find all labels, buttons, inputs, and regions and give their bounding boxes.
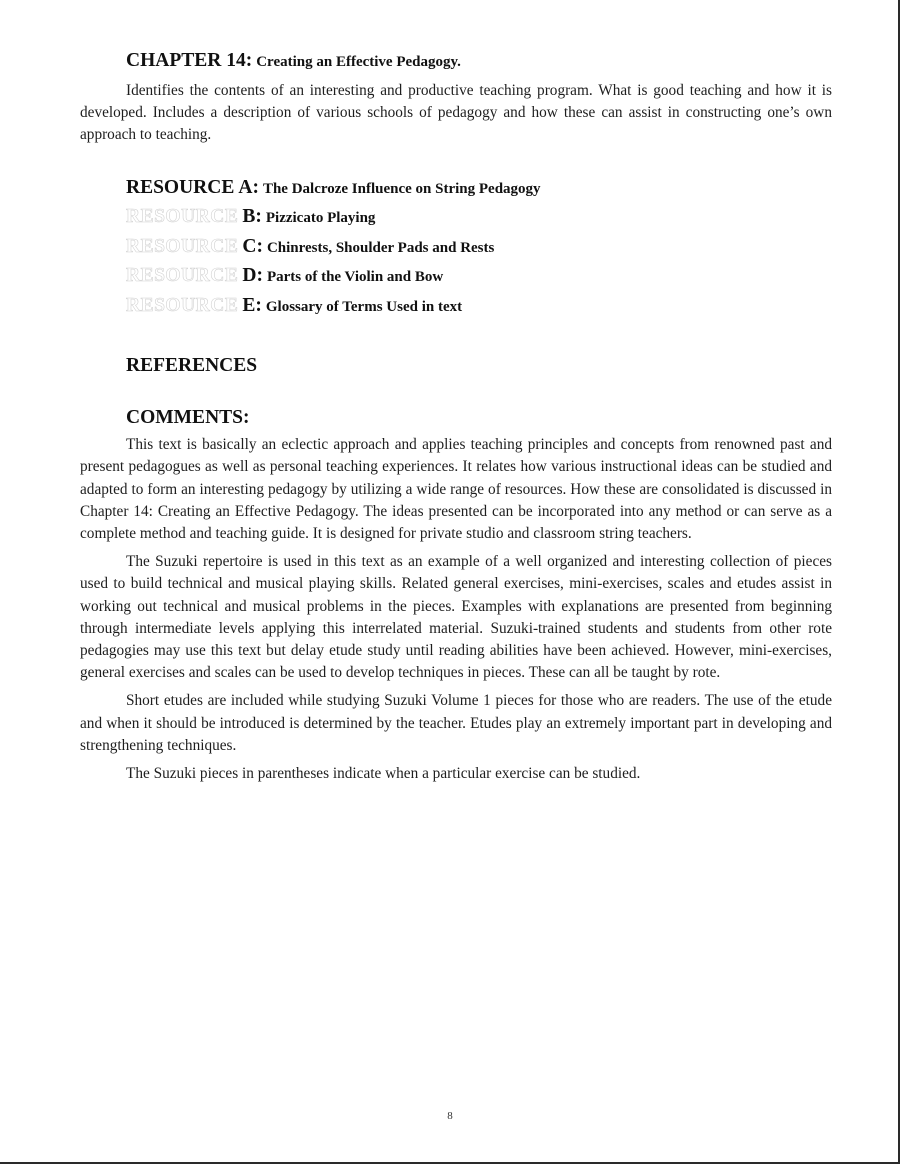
- page-content: [80, 50, 832, 785]
- resource-item-d: [126, 261, 832, 291]
- resource-word: RESOURCE: [126, 176, 235, 198]
- page-number: 8: [447, 1110, 453, 1122]
- references-heading: REFERENCES: [126, 355, 258, 377]
- resource-title: The Dalcroze Influence on String Pedagogy: [262, 180, 541, 197]
- resource-letter: D:: [242, 265, 263, 287]
- comments-body: [80, 434, 832, 785]
- comment-paragraph: The Suzuki repertoire is used in this text as an example of a well organized and interesting collection of pieces used to build technical and musical playing skills. Related general exercises, mini-exercises, scales and etudes assist in working out technical and musical problems in the pieces. Examples with explanations are presented from beginning through intermediate levels applying this interrelated material. Suzuki-trained students and students from other rote pedagogies may use this text but delay etude study until reading abilities have been achieved. However, mini-exercises, general exercises and scales can be used to develop techniques in pieces. These can all be taught by rote.: [80, 553, 832, 682]
- resource-letter: C:: [242, 235, 263, 257]
- chapter-title: Creating an Effective Pedagogy.: [256, 54, 461, 70]
- resource-word: RESOURCE: [126, 206, 239, 228]
- chapter-label: CHAPTER 14:: [126, 50, 253, 71]
- resource-word: RESOURCE: [126, 294, 239, 316]
- resource-item-e: [126, 291, 832, 321]
- resource-title: Glossary of Terms Used in text: [265, 298, 463, 315]
- resource-word: RESOURCE: [126, 235, 239, 257]
- resource-letter: E:: [242, 294, 262, 316]
- resource-letter: A:: [238, 176, 259, 198]
- resource-letter: B:: [242, 206, 262, 228]
- resource-title: Pizzicato Playing: [265, 210, 376, 227]
- resource-word: RESOURCE: [126, 265, 239, 287]
- comment-paragraph: This text is basically an eclectic approach and applies teaching principles and concepts from renowned past and present pedagogues as well as personal teaching experiences. It relates how various instructional ideas can be studied and adapted to form an interesting pedagogy by utilizing a wide range of resources. How these are consolidated is discussed in Chapter 14: Creating an Effective Pedagogy. The ideas presented can be incorporated into any method or can serve as a complete method and teaching guide. It is designed for private studio and classroom string teachers.: [80, 436, 832, 542]
- comment-paragraph: Short etudes are included while studying Suzuki Volume 1 pieces for those who are readers. The use of the etude and when it should be introduced is determined by the teacher. Etudes play an extremely important part in developing and strengthening techniques.: [80, 692, 832, 754]
- chapter-heading: [126, 50, 832, 72]
- resource-title: Chinrests, Shoulder Pads and Rests: [266, 239, 495, 256]
- chapter-description: Identifies the contents of an interesting and productive teaching program. What is good teaching and how it is developed. Includes a description of various schools of pedagogy and how these can assist in constructing one’s own approach to teaching.: [80, 82, 832, 144]
- resource-item-c: [126, 232, 832, 262]
- comments-heading: COMMENTS:: [126, 407, 250, 429]
- resource-list: [126, 173, 832, 321]
- comment-paragraph: The Suzuki pieces in parentheses indicate when a particular exercise can be studied.: [126, 764, 641, 782]
- resource-item-a: [126, 173, 832, 203]
- resource-title: Parts of the Violin and Bow: [266, 269, 444, 286]
- resource-item-b: [126, 202, 832, 232]
